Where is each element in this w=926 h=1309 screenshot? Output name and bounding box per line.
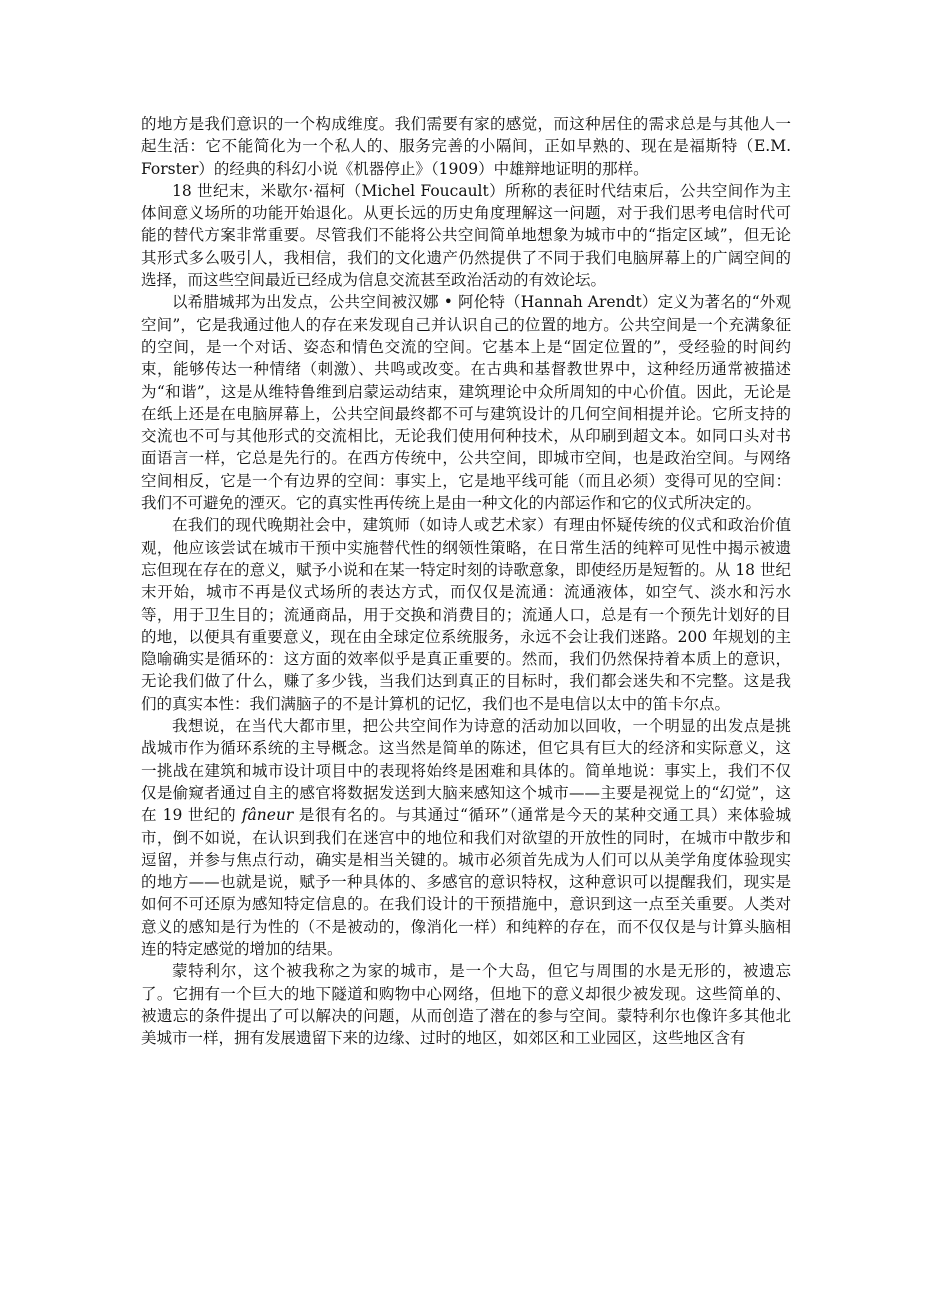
paragraph-1: 的地方是我们意识的一个构成维度。我们需要有家的感觉，而这种居住的需求总是与其他人一起生活：它不能简化为一个私人的、服务完善的小隔间，正如早熟的、现在是福斯特（E.M. Forster）的经典的科幻小说《机器停止》（1909）中雄辩地证明的那样。 — [141, 115, 791, 178]
paragraph-4: 在我们的现代晚期社会中，建筑师（如诗人或艺术家）有理由怀疑传统的仪式和政治价值观，他应该尝试在城市干预中实施替代性的纲领性策略，在日常生活的纯粹可见性中揭示被遗忘但现在存在的意义，赋予小说和在某一特定时刻的诗歌意象，即使经历是短暂的。从 18 世纪末开始，城市不再是仪式场所的表达方式，而仅仅是流通：流通液体，如空气、淡水和污水等，用于卫生目的；流通商品，用于交换和消费目的；流通人口，总是有一个预先计划好的目的地，以便具有重要意义，现在由全球定位系统服务，永远不会让我们迷路。200 年规划的主隐喻确实是循环的：这方面的效率似乎是真正重要的。然而，我们仍然保持着本质上的意识，无论我们做了什么，赚了多少钱，当我们达到真正的目标时，我们都会迷失和不完整。这是我们的真实本性：我们满脑子的不是计算机的记忆，我们也不是电信以太中的笛卡尔点。 — [141, 516, 791, 713]
paragraph-6: 蒙特利尔，这个被我称之为家的城市，是一个大岛，但它与周围的水是无形的，被遗忘了。它拥有一个巨大的地下隧道和购物中心网络，但地下的意义却很少被发现。这些简单的、被遗忘的条件提出了可以解决的问题，从而创造了潜在的参与空间。蒙特利尔也像许多其他北美城市一样，拥有发展遗留下来的边缘、过时的地区，如郊区和工业园区，这些地区含有 — [141, 962, 791, 1048]
paragraph-5-text-b: 是很有名的。与其通过“循环”（通常是今天的某种交通工具）来体验城市，倒不如说，在认识到我们在迷宫中的地位和我们对欲望的开放性的同时，在城市中散步和逗留，并参与焦点行动，确实是相当关键的。城市必须首先成为人们可以从美学角度体验现实的地方——也就是说，赋予一种具体的、多感官的意识特权，这种意识可以提醒我们，现实是如何不可还原为感知特定信息的。在我们设计的干预措施中，意识到这一点至关重要。人类对意义的感知是行为性的（不是被动的，像消化一样）和纯粹的存在，而不仅仅是与计算头脑相连的特定感觉的增加的结果。 — [141, 806, 791, 958]
body-text — [141, 113, 791, 1049]
paragraph-2: 18 世纪末，米歇尔·福柯（Michel Foucault）所称的表征时代结束后，公共空间作为主体间意义场所的功能开始退化。从更长远的历史角度理解这一问题，对于我们思考电信时代可能的替代方案非常重要。尽管我们不能将公共空间简单地想象为城市中的“指定区域”，但无论其形式多么吸引人，我相信，我们的文化遗产仍然提供了不同于我们电脑屏幕上的广阔空间的选择，而这些空间最近已经成为信息交流甚至政治活动的有效论坛。 — [141, 181, 791, 290]
paragraph-3: 以希腊城邦为出发点，公共空间被汉娜 • 阿伦特（Hannah Arendt）定义为著名的“外观空间”，它是我通过他人的存在来发现自己并认识自己的位置的地方。公共空间是一个充满象征的空间，是一个对话、姿态和情色交流的空间。它基本上是“固定位置的”，受经验的时间约束，能够传达一种情绪（刺激）、共鸣或改变。在古典和基督教世界中，这种经历通常被描述为“和谐”，这是从维特鲁维到启蒙运动结束，建筑理论中众所周知的中心价值。因此，无论是在纸上还是在电脑屏幕上，公共空间最终都不可与建筑设计的几何空间相提并论。它所支持的交流也不可与其他形式的交流相比，无论我们使用何种技术，从印刷到超文本。如同口头对书面语言一样，它总是先行的。在西方传统中，公共空间，即城市空间，也是政治空间。与网络空间相反，它是一个有边界的空间：事实上，它是地平线可能（而且必须）变得可见的空间：我们不可避免的湮灭。它的真实性再传统上是由一种文化的内部运作和它的仪式所决定的。 — [141, 293, 791, 513]
paragraph-5-italic-term: fâneur — [241, 806, 294, 825]
paragraph-5-text-a: 我想说，在当代大都市里，把公共空间作为诗意的活动加以回收，一个明显的出发点是挑战城市作为循环系统的主导概念。这当然是简单的陈述，但它具有巨大的经济和实际意义，这一挑战在建筑和城市设计项目中的表现将始终是困难和具体的。简单地说：事实上，我们不仅仅是偷窥者通过自主的感官将数据发送到大脑来感知这个城市——主要是视觉上的“幻觉”，这在 19 世纪的 — [141, 717, 791, 825]
paragraph-5 — [141, 715, 791, 960]
